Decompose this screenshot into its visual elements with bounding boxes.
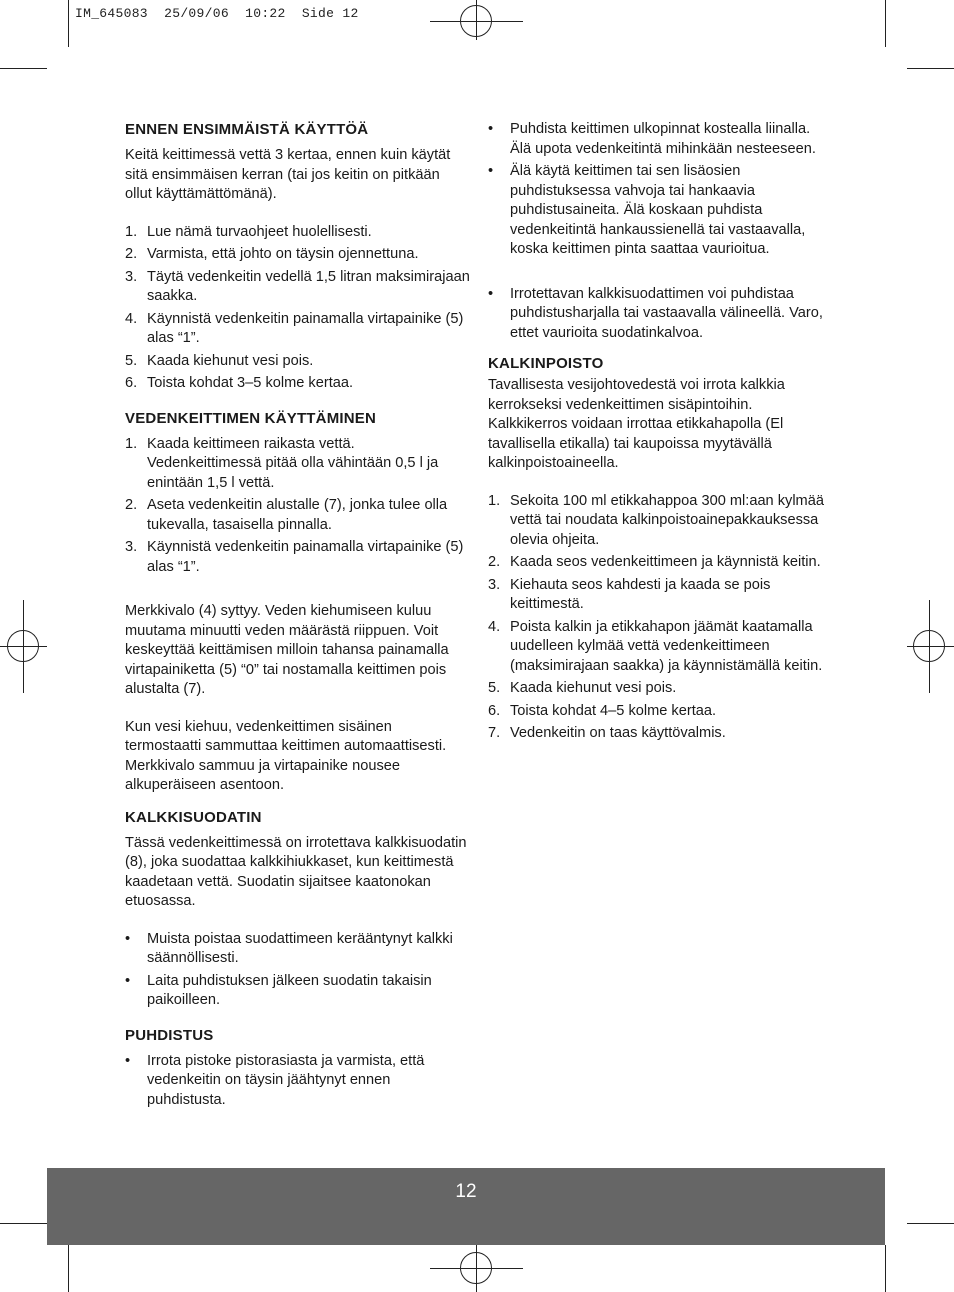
list-item: 4. Käynnistä vedenkeitin painamalla virtapainike (5) alas “1”.	[125, 310, 464, 346]
crop-mark	[885, 1245, 886, 1292]
crop-mark	[68, 0, 69, 47]
section-suodatin	[125, 808, 470, 1011]
list-item: 1. Lue nämä turvaohjeet huolellisesti.	[125, 223, 372, 240]
crop-mark	[907, 68, 954, 69]
bullet-icon: •	[488, 121, 494, 137]
bullet-icon: •	[488, 163, 494, 179]
list-item: 2. Aseta vedenkeitin alustalle (7), jonka tulee olla tukevalla, tasaisella pinnalla.	[125, 497, 448, 533]
section-kaytto	[125, 409, 470, 796]
bullet-icon: •	[488, 285, 494, 302]
bullet-icon: •	[125, 1052, 131, 1069]
section-title: PUHDISTUS	[125, 1026, 214, 1044]
bullet-list	[488, 120, 833, 260]
bullet-list	[488, 285, 833, 344]
footer-band	[47, 1168, 885, 1245]
section-kalkinpoisto	[488, 354, 833, 744]
list-item: 3. Käynnistä vedenkeitin painamalla virtapainike (5) alas “1”.	[125, 539, 464, 575]
list-item: 3. Täytä vedenkeitin vedellä 1,5 litran maksimirajaan saakka.	[125, 268, 470, 304]
section-title: KALKINPOISTO	[488, 355, 604, 372]
steps-list	[125, 223, 470, 394]
paragraph: Kun vesi kiehuu, vedenkeittimen sisäinen termostaatti sammuttaa keittimen automaattisesti. Merkkivalo sammuu ja virtapainike nousee alkuperäiseen asentoon.	[125, 718, 447, 793]
list-item: • Irrotettavan kalkkisuodattimen voi puhdistaa puhdistusharjalla tai vastaavalla välineellä. Varo, ettet vaurioita suodatinkalvoa.	[488, 285, 823, 341]
section-intro: Tavallisesta vesijohtovedestä voi irrota kalkkia kerrokseksi vedenkeittimen sisäpintoihin. Kalkkikerros voidaan irrottaa etikkahapolla (El tavallisella etikalla) tai kaupoissa myytävällä kalkinpoistoaineella.	[488, 377, 785, 471]
print-header: IM_645083 25/09/06 10:22 Side 12	[75, 6, 359, 21]
list-item: • Laita puhdistuksen jälkeen suodatin takaisin paikoilleen.	[125, 972, 432, 1008]
list-item: • Muista poistaa suodattimeen kerääntynyt kalkki säännöllisesti.	[125, 930, 453, 966]
section-puhdistus	[125, 1026, 470, 1111]
section-title: VEDENKEITTIMEN KÄYTTÄMINEN	[125, 409, 377, 427]
list-item: 7. Vedenkeitin on taas käyttövalmis.	[488, 725, 726, 741]
list-item: 6. Toista kohdat 4–5 kolme kertaa.	[488, 702, 717, 719]
crop-mark	[0, 68, 47, 69]
section-intro: Keitä keittimessä vettä 3 kertaa, ennen kuin käytät sitä ensimmäisen kerran (tai jos keitin on pitkään ollut käyttämättömänä).	[125, 147, 451, 202]
right-column	[488, 120, 833, 747]
crop-mark	[0, 1223, 47, 1224]
list-item: 4. Poista kalkin ja etikkahapon jäämät kaatamalla uudelleen kylmää vettä vedenkeittimeen (maksimirajaan saakka) ja käynnistämällä keitin.	[488, 618, 823, 674]
section-intro: Tässä vedenkeittimessä on irrotettava kalkkisuodatin (8), joka suodattaa kalkkihiukkaset, kun keittimestä kaadetaan vettä. Suodatin sijaitsee kaatonokan etuosassa.	[125, 834, 467, 909]
section-title: KALKKISUODATIN	[125, 808, 262, 826]
section-ennen	[125, 120, 470, 394]
steps-list	[125, 435, 470, 578]
list-item: • Puhdista keittimen ulkopinnat kostealla liinalla. Älä upota vedenkeitintä mihinkään nesteeseen.	[488, 121, 816, 157]
bullet-list	[125, 1052, 470, 1111]
list-item: 3. Kiehauta seos kahdesti ja kaada se pois keittimestä.	[488, 576, 771, 612]
bullet-icon: •	[125, 930, 131, 947]
list-item: 2. Varmista, että johto on täysin ojennettuna.	[125, 246, 419, 262]
paragraph: Merkkivalo (4) syttyy. Veden kiehumiseen kuluu muutama minuutti veden määrästä riippuen. Voit keskeyttää keittämisen milloin tahansa painamalla virtapainiketta (5) “0” tai nostamalla keittimen pois alustalta (7).	[125, 603, 449, 697]
bullet-icon: •	[125, 972, 131, 989]
steps-list	[488, 492, 833, 744]
list-item: 5. Kaada kiehunut vesi pois.	[488, 680, 677, 696]
list-item: 2. Kaada seos vedenkeittimeen ja käynnistä keitin.	[488, 554, 821, 570]
bullet-list	[125, 930, 470, 1011]
crop-mark	[907, 1223, 954, 1224]
crop-mark	[68, 1245, 69, 1292]
page-number: 12	[455, 1181, 477, 1202]
list-item: • Älä käytä keittimen tai sen lisäosien puhdistuksessa vahvoja tai hankaavia puhdistusaineita. Älä koskaan puhdista vedenkeitintä hankaussienellä tai vastaavalla, koska keittimen pinta saattaa vaurioitua.	[488, 163, 806, 257]
list-item: 5. Kaada kiehunut vesi pois.	[125, 352, 314, 369]
list-item: 1. Kaada keittimeen raikasta vettä. Vedenkeittimessä pitää olla vähintään 0,5 l ja enintään 1,5 l vettä.	[125, 435, 439, 491]
list-item: 6. Toista kohdat 3–5 kolme kertaa.	[125, 375, 354, 391]
section-title: ENNEN ENSIMMÄISTÄ KÄYTTÖÄ	[125, 121, 369, 138]
list-item: • Irrota pistoke pistorasiasta ja varmista, että vedenkeitin on täysin jäähtynyt ennen puhdistusta.	[125, 1052, 425, 1108]
crop-mark	[885, 0, 886, 47]
list-item: 1. Sekoita 100 ml etikkahappoa 300 ml:aan kylmää vettä tai noudata kalkinpoistoainepakkauksessa olevia ohjeita.	[488, 492, 824, 548]
left-column	[125, 120, 470, 1113]
